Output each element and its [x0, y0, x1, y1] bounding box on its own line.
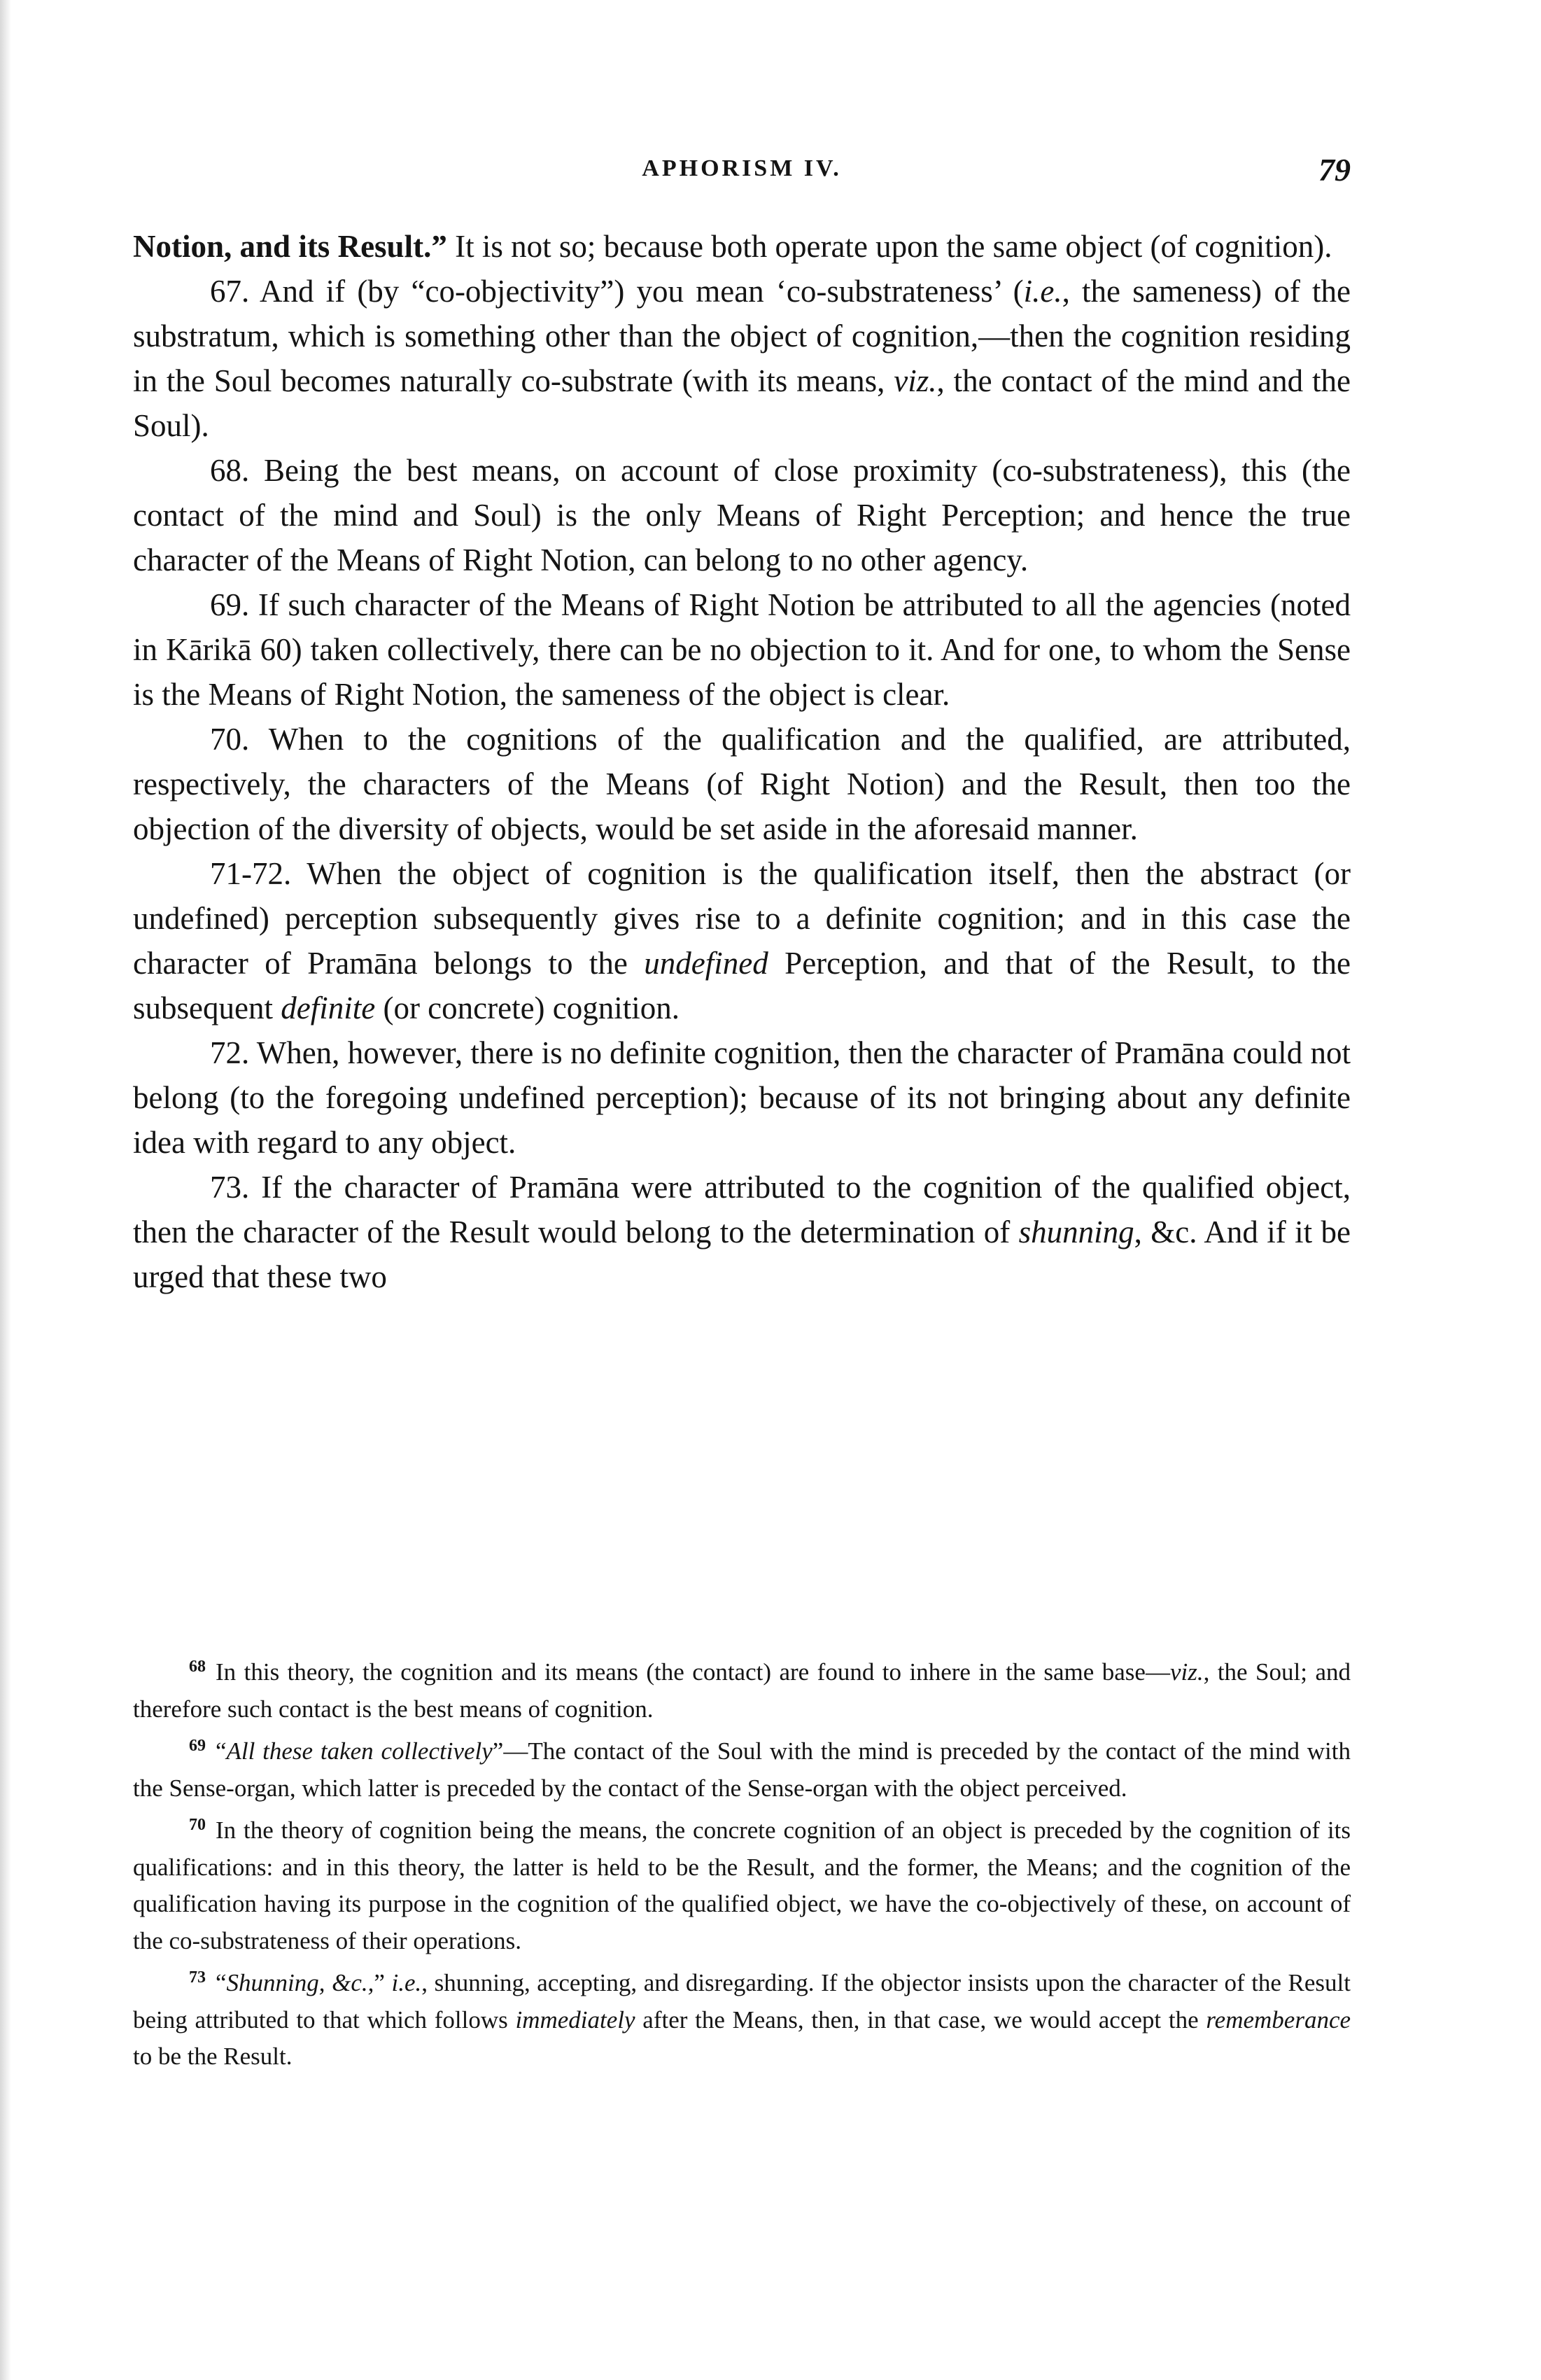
text-run: after the Means, then, in that case, we would accept the [635, 2005, 1206, 2033]
page-number: 79 [1318, 152, 1351, 188]
running-title: APHORISM IV. [642, 155, 842, 181]
footnote-marker: 73 [189, 1968, 206, 1987]
footnote-marker: 68 [189, 1658, 206, 1676]
text-run: , shunning, accepting, and disregarding. If the objector insists upon the character of the Result being attributed to that which follows [133, 1969, 1351, 2033]
text-run: 73. If the character of Pramāna were attributed to the cognition of the qualified object, then the character of the Result would belong to the determination of [133, 1170, 1351, 1250]
text-italic: Shunning, &c., [226, 1969, 374, 1996]
text-run: , the sameness) of the substratum, which is something other than the object of cognition,—then the cognition residing in the Soul becomes naturally co-substrate (with its means, [133, 274, 1351, 398]
footnote-69 [133, 1728, 1351, 1807]
text-italic: immediately [515, 2005, 635, 2033]
text-run: ” [374, 1969, 392, 1996]
text-run: , the Soul; and therefore such contact is the best means of cognition. [133, 1658, 1351, 1723]
paragraph-70: 70. When to the cognitions of the qualification and the qualified, are attributed, respectively, the characters of the Means (of Right Notion) and the Result, then too the objection of the diversity of objects, would be set aside in the aforesaid manner. [133, 722, 1351, 846]
text-italic: i.e. [1023, 274, 1062, 309]
text-italic: viz. [894, 363, 937, 398]
text-run: “ [216, 1969, 227, 1996]
text-run: (or concrete) cognition. [375, 990, 680, 1026]
text-run: In this theory, the cognition and its means (the contact) are found to inhere in the same base— [216, 1658, 1170, 1686]
paragraph-72: 72. When, however, there is no definite cognition, then the character of Pramāna could not belong (to the foregoing undefined perception); because of its not bringing about any definite idea with regard to any object. [133, 1035, 1351, 1160]
paragraph-73 [133, 1165, 1351, 1299]
text-run: ”—The contact of the Soul with the mind is preceded by the contact of the mind with the Sense-organ, which latter is preceded by the contact of the Sense-organ with the object perceived. [133, 1737, 1351, 1802]
text-run: Perception, and that of the Result, to the subsequent [133, 946, 1351, 1026]
text-italic: rememberance [1206, 2005, 1351, 2033]
footnote-73 [133, 1959, 1351, 2076]
text-run: 71-72. When the object of cognition is the qualification itself, then the abstract (or undefined) perception subsequently gives rise to a definite cognition; and in this case the character of Pramāna belongs to the [133, 856, 1351, 981]
footnote-68 [133, 1648, 1351, 1728]
text-bold: Notion, and its Result.” [133, 229, 447, 264]
text-italic: viz. [1169, 1658, 1204, 1686]
text-italic: i.e. [391, 1969, 422, 1996]
paragraph-67 [133, 269, 1351, 448]
paragraph-continuation [133, 224, 1351, 269]
main-text [133, 224, 1351, 1299]
text-run: In the theory of cognition being the means, the concrete cognition of an object is preceded by the cognition of its qualifications: and in this theory, the latter is held to be the Result, and the former, the Means; and the cognition of the qualification having its purpose in the cognition of the qualified object, we have the co-objectively of these, on account of the co-substrateness of their operations. [133, 1816, 1351, 1954]
paragraph-71-72 [133, 851, 1351, 1030]
footnotes [133, 1648, 1351, 2076]
running-head [133, 152, 1351, 190]
paragraph-68: 68. Being the best means, on account of close proximity (co-substrateness), this (the contact of the mind and Soul) is the only Means of Right Perception; and hence the true character of the Means of Right Notion, can belong to no other agency. [133, 453, 1351, 578]
paragraph-69: 69. If such character of the Means of Right Notion be attributed to all the agencies (noted in Kārikā 60) taken collectively, there can be no objection to it. And for one, to whom the Sense is the Means of Right Notion, the sameness of the object is clear. [133, 587, 1351, 712]
text-run: “ [216, 1737, 227, 1765]
text-run: to be the Result. [133, 2043, 293, 2070]
text-run: , the contact of the mind and the Soul). [133, 363, 1351, 443]
binding-edge [0, 0, 11, 2380]
text-run: , &c. And if it be urged that these two [133, 1214, 1351, 1294]
text-italic: shunning [1018, 1214, 1134, 1250]
footnote-marker: 69 [189, 1737, 206, 1755]
text-italic: undefined [644, 946, 768, 981]
text-run: It is not so; because both operate upon the same object (of cognition). [446, 229, 1332, 264]
text-run: 67. And if (by “co-objectivity”) you mean ‘co-substrateness’ ( [210, 274, 1024, 309]
footnote-70 [133, 1807, 1351, 1959]
footnote-marker: 70 [189, 1816, 206, 1834]
text-italic: All these taken collectively [226, 1737, 493, 1765]
text-italic: definite [281, 990, 376, 1026]
